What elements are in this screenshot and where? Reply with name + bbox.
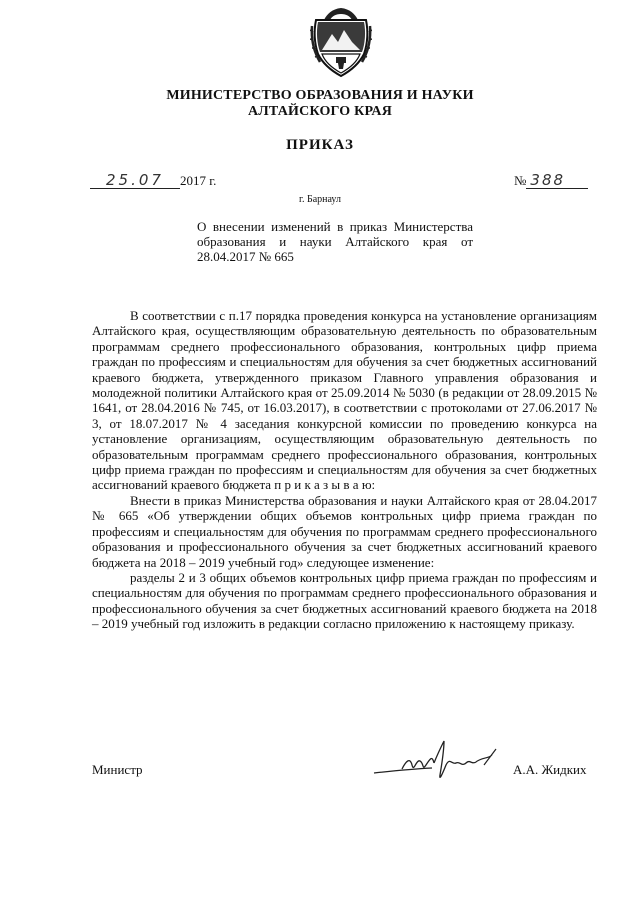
order-city: г. Барнаул — [299, 194, 341, 205]
order-body — [92, 308, 597, 632]
org-name-line-1: МИНИСТЕРСТВО ОБРАЗОВАНИЯ И НАУКИ — [166, 88, 474, 103]
signatory-title: Министр — [92, 762, 143, 777]
coat-of-arms-icon — [310, 6, 372, 78]
signatory-name: А.А. Жидких — [513, 762, 587, 777]
body-paragraph: В соответствии с п.17 порядка проведения конкурса на установление организациям Алтайского края, осуществляющим образовательную деятельность по образовательным программам среднего профессионального образования, контрольных цифр приема граждан по профессиям и специальностям для обучения за счет бюджетных ассигнований краевого бюджета, утвержденного приказом Главного управления образования и молодежной политики Алтайского края от 25.09.2014 № 5030 (в редакции от 28.09.2015 № 1641, от 28.04.2016 № 745, от 16.03.2017), в соответствии с протоколами от 27.06.2017 № 3, от 18.07.2017 № 4 заседания конкурсной комиссии по проведению конкурса на установление организациям, осуществляющим образовательную деятельность по образовательным программам среднего профессионального образования, контрольных цифр приема граждан по профессиям и специальностям для обучения за счет бюджетных ассигнований краевого бюджета п р и к а з ы в а ю: — [92, 308, 597, 493]
order-subject: О внесении изменений в приказ Министерства образования и науки Алтайского края от 28.04.2017 № 665 — [197, 219, 473, 264]
body-paragraph: разделы 2 и 3 общих объемов контрольных цифр приема граждан по профессиям и специальностям для обучения по программам среднего профессионального образования и профессионального обучения за счет бюджетных ассигнований краевого бюджета на 2018 – 2019 учебный год изложить в редакции согласно приложению к настоящему приказу. — [92, 569, 597, 632]
order-date — [90, 172, 216, 189]
order-number — [514, 172, 588, 189]
org-name-line-2: АЛТАЙСКОГО КРАЯ — [247, 104, 393, 119]
handwritten-signature-icon — [372, 735, 506, 787]
order-number-handwritten: 388 — [526, 172, 588, 189]
order-date-handwritten: 25.07 — [90, 172, 180, 189]
order-title: ПРИКАЗ — [286, 137, 354, 153]
body-paragraph: Внести в приказ Министерства образования и науки Алтайского края от 28.04.2017 № 665 «Об утверждении общих объемов контрольных цифр приема граждан по профессиям и специальностям для обучения по программам среднего профессионального образования и профессионального обучения за счет бюджетных ассигнований краевого бюджета на 2018 – 2019 учебный год» следующее изменение: — [92, 492, 597, 570]
order-date-year: 2017 г. — [180, 173, 217, 188]
order-number-prefix: № — [514, 173, 527, 188]
